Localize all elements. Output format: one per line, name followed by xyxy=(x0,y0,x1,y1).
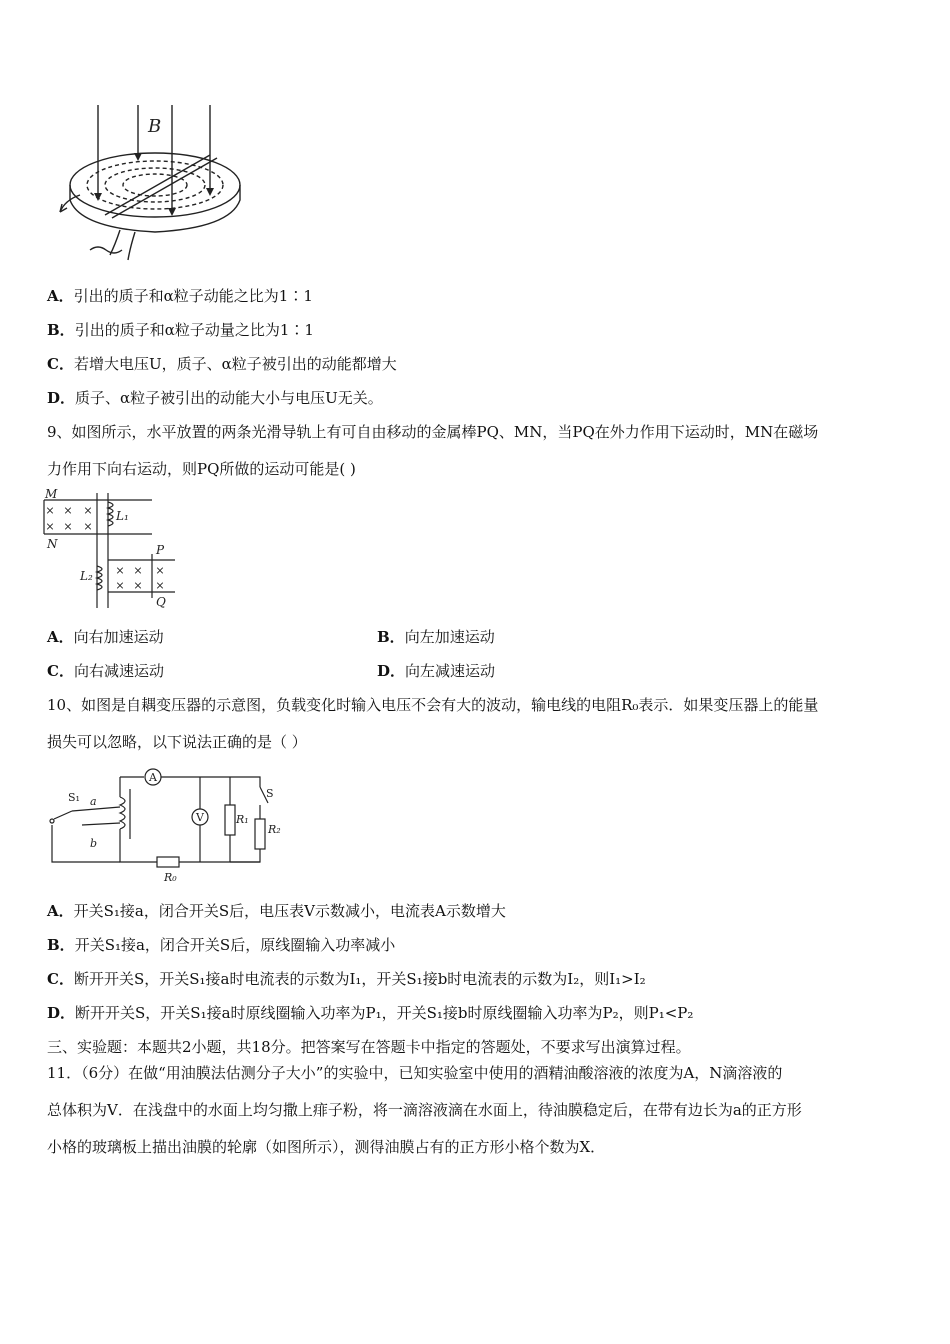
q8-option-b: B．引出的质子和α粒子动量之比为1∶1 xyxy=(47,321,314,339)
magnetic-field-label: B xyxy=(148,116,162,137)
q9-option-b: B．向左加速运动 xyxy=(377,628,495,646)
field-cross: × xyxy=(115,564,125,577)
q10-stem-line1: 10、如图是自耦变压器的示意图，负载变化时输入电压不会有大的波动，输电线的电阻R₀表示．如果变压器上的能量 xyxy=(47,696,819,714)
q10-option-c: C．断开开关S，开关S₁接a时电流表的示数为I₁，开关S₁接b时电流表的示数为I₂，则I₁>I₂ xyxy=(47,970,646,988)
q9-stem-line1: 9、如图所示，水平放置的两条光滑导轨上有可自由移动的金属棒PQ、MN，当PQ在外力作用下运动时，MN在磁场 xyxy=(47,423,819,441)
q9-option-d: D．向左减速运动 xyxy=(377,662,496,680)
tap-a-label: a xyxy=(90,795,97,808)
q10-stem-line2: 损失可以忽略，以下说法正确的是（ ） xyxy=(47,733,307,751)
q11-line1: 11．（6分）在做“用油膜法估测分子大小”的实验中，已知实验室中使用的酒精油酸溶液的浓度为A，N滴溶液的 xyxy=(47,1064,783,1082)
q8-option-a: A．引出的质子和α粒子动能之比为1∶1 xyxy=(47,287,313,305)
field-cross: × xyxy=(83,520,93,533)
field-cross: × xyxy=(133,564,143,577)
label-q: Q xyxy=(156,595,166,609)
label-l1: L₁ xyxy=(116,509,129,523)
tap-b-label: b xyxy=(90,837,98,850)
field-cross: × xyxy=(45,520,55,533)
q8-option-c: C．若增大电压U，质子、α粒子被引出的动能都增大 xyxy=(47,355,397,373)
field-cross: × xyxy=(115,579,125,592)
q9-option-a: A．向右加速运动 xyxy=(47,628,164,646)
q9-option-c: C．向右减速运动 xyxy=(47,662,164,680)
label-m: M xyxy=(45,488,58,501)
transformer-circuit-figure xyxy=(42,767,292,887)
field-cross: × xyxy=(45,504,55,517)
r0-label: R₀ xyxy=(164,871,177,884)
label-l2: L₂ xyxy=(80,569,93,583)
rails-figure xyxy=(42,488,192,610)
q9-stem-line2: 力作用下向右运动，则PQ所做的运动可能是( ) xyxy=(47,460,356,478)
field-cross: × xyxy=(155,564,165,577)
field-cross: × xyxy=(155,579,165,592)
r2-label: R₂ xyxy=(268,823,281,836)
field-cross: × xyxy=(63,520,73,533)
s-label: S xyxy=(266,787,274,800)
q10-option-d: D．断开开关S，开关S₁接a时原线圈输入功率为P₁，开关S₁接b时原线圈输入功率为P₂，则P₁<P₂ xyxy=(47,1004,694,1022)
label-p: P xyxy=(156,543,165,557)
r1-label: R₁ xyxy=(236,813,249,826)
label-n: N xyxy=(47,537,58,551)
field-cross: × xyxy=(133,579,143,592)
q8-option-d: D．质子、α粒子被引出的动能大小与电压U无关。 xyxy=(47,389,383,407)
field-cross: × xyxy=(63,504,73,517)
voltmeter-label: V xyxy=(196,811,204,824)
section3-heading: 三、实验题：本题共2小题，共18分。把答案写在答题卡中指定的答题处，不要求写出演算过程。 xyxy=(47,1038,691,1056)
cyclotron-figure xyxy=(50,100,250,270)
q11-line2: 总体积为V．在浅盘中的水面上均匀撒上痱子粉，将一滴溶液滴在水面上，待油膜稳定后，在带有边长为a的正方形 xyxy=(47,1101,802,1119)
ammeter-label: A xyxy=(149,771,157,784)
q10-option-a: A．开关S₁接a，闭合开关S后，电压表V示数减小，电流表A示数增大 xyxy=(47,902,506,920)
q11-line3: 小格的玻璃板上描出油膜的轮廓（如图所示），测得油膜占有的正方形小格个数为X． xyxy=(47,1138,606,1156)
s1-label: S₁ xyxy=(68,791,80,804)
field-cross: × xyxy=(83,504,93,517)
q10-option-b: B．开关S₁接a，闭合开关S后，原线圈输入功率减小 xyxy=(47,936,396,954)
